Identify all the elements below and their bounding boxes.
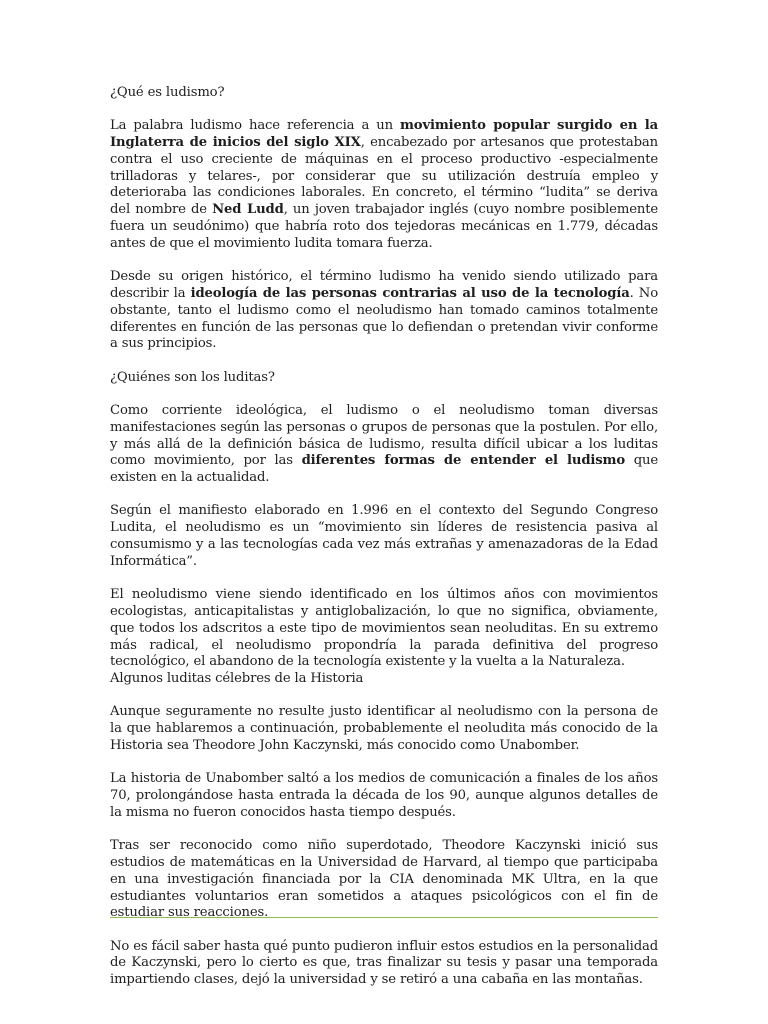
- document-page: [110, 85, 658, 1006]
- text-run: , un joven trabajador inglés (cuyo nombre posiblemente fuera un seudónimo) que habría roto dos tejedoras mecánicas en 1.779, décadas antes de que el movimiento ludita tomara fuerza.: [110, 202, 658, 251]
- section-heading-quienes-son: ¿Quiénes son los luditas?: [110, 369, 275, 385]
- paragraph-unabomber-intro: Aunque seguramente no resulte justo identificar al neoludismo con la persona de la que hablaremos a continuación, probablemente el neoludita más conocido de la Historia sea Theodore John Kaczynski, más conocido como Unabomber.: [110, 704, 658, 753]
- paragraph-definition: [110, 118, 658, 252]
- bold-text-run: movimiento popular surgido en la Inglaterra de inicios del siglo XIX: [110, 118, 658, 151]
- section-heading-que-es-ludismo: ¿Qué es ludismo?: [110, 85, 225, 100]
- bold-text-run: ideología de las personas contrarias al uso de la tecnología: [190, 285, 630, 301]
- text-run: , encabezado por artesanos que protestaban contra el uso creciente de máquinas en el proceso productivo -especialmente trilladoras y telares-, por considerar que su utilización destruía empleo y deterioraba las condiciones laborales. En concreto, el término “ludita” se deriva del nombre de: [110, 135, 658, 218]
- paragraph-unabomber-history: La historia de Unabomber saltó a los medios de comunicación a finales de los años 70, prolongándose hasta entrada la década de los 90, aunque algunos detalles de la misma no fueron conocidos hasta tiempo después.: [110, 771, 658, 820]
- paragraph-neoludism: El neoludismo viene siendo identificado en los últimos años con movimientos ecologistas, anticapitalistas y antiglobalización, lo que no significa, obviamente, que todos los adscritos a este tipo de movimientos sean neoluditas. En su extremo más radical, el neoludismo propondría la parada definitiva del progreso tecnológico, el abandono de la tecnología existente y la vuelta a la Naturaleza.: [110, 587, 658, 670]
- text-run: Como corriente ideológica, el ludismo o el neoludismo toman diversas manifestaciones según las personas o grupos de personas que la postulen. Por ello, y más allá de la definición básica de ludismo, resulta difícil ubicar a los luditas como movimiento, por las: [110, 402, 658, 469]
- paragraph-manifesto: Según el manifiesto elaborado en 1.996 en el contexto del Segundo Congreso Ludita, el neoludismo es un “movimiento sin líderes de resistencia pasiva al consumismo y a las tecnologías cada vez más extrañas y amenazadoras de la Edad Informática”.: [110, 503, 658, 569]
- bold-text-run: diferentes formas de entender el ludismo: [301, 453, 625, 469]
- text-run: La palabra ludismo hace referencia a un: [110, 118, 400, 134]
- paragraph-ideological-current: [110, 403, 658, 487]
- bold-text-run: Ned Ludd: [212, 202, 284, 218]
- text-run: Desde su origen histórico, el término ludismo ha venido siendo utilizado para describir la: [110, 269, 658, 301]
- paragraph-origin: [110, 269, 658, 353]
- text-run: que existen en la actualidad.: [110, 453, 658, 486]
- section-heading-celebres: Algunos luditas célebres de la Historia: [110, 671, 364, 687]
- paragraph-kaczynski-cabin: No es fácil saber hasta qué punto pudieron influir estos estudios en la personalidad de Kaczynski, pero lo cierto es que, tras finalizar su tesis y pasar una temporada impartiendo clases, dejó la universidad y se retiró a una cabaña en las montañas.: [110, 938, 658, 988]
- paragraph-kaczynski-harvard: Tras ser reconocido como niño superdotado, Theodore Kaczynski inició sus estudios de matemáticas en la Universidad de Harvard, al tiempo que participaba en una investigación financiada por la CIA denominada MK Ultra, en la que estudiantes voluntarios eran sometidos a ataques psicológicos con el fin de estudiar sus reacciones.: [110, 838, 658, 921]
- text-run: . No obstante, tanto el ludismo como el neoludismo han tomado caminos totalmente diferentes en función de las personas que lo defiendan o pretendan vivir conforme a sus principios.: [110, 285, 658, 352]
- footer-divider: [110, 917, 658, 918]
